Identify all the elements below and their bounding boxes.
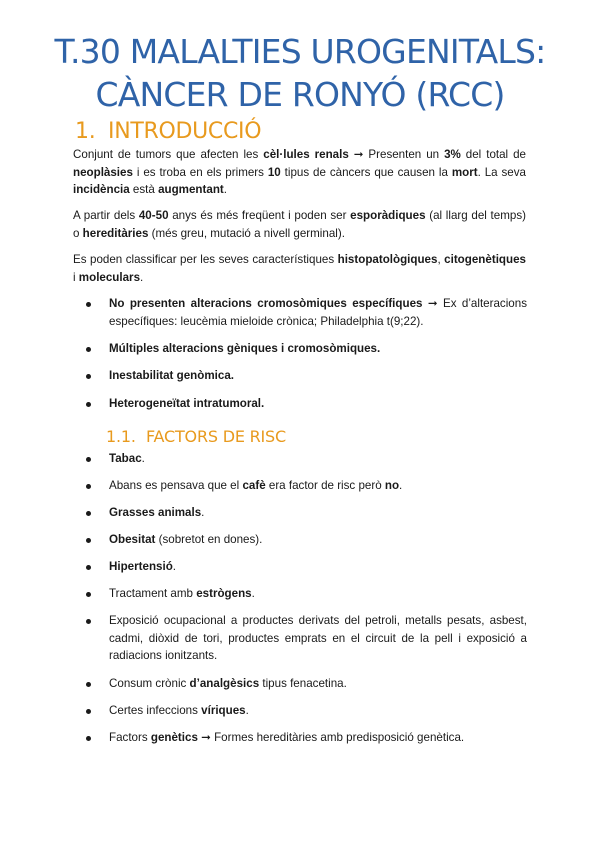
text: del total de [460,148,526,161]
text: (més greu, mutació a nivell germinal). [148,226,345,240]
bullet-dot [86,484,91,489]
bold-text: víriques [201,704,246,717]
text: ➞ Ex d’alteracions específiques: leucèmia mieloide crònica; Philadelphia t(9;22). [109,297,527,328]
title-line-2: CÀNCER DE RONYÓ (RCC) [95,75,505,114]
bullet-dot [86,457,91,462]
bold-text: neoplàsies [73,165,133,179]
bullet-dot [86,511,91,516]
bold-text: 3% [444,148,461,161]
bullet-dot [86,709,91,714]
text: Tractament amb [109,587,197,600]
text: Abans es pensava que el [109,479,243,492]
bold-text: hereditàries [82,226,149,240]
list-item [86,477,527,495]
bold-text: No presenten alteracions cromosòmiques específiques [109,297,423,310]
text: , [437,253,445,266]
list-item [86,675,527,693]
list-item [86,558,527,576]
bold-text: estrògens [196,587,252,600]
text: tipus de càncers que causen la [280,165,452,179]
text: i es troba en els primers [132,165,268,179]
text: . [223,183,227,196]
text: . [140,270,144,284]
bold-text: no [384,479,400,492]
text: (sobretot en dones). [155,533,263,546]
list-item [86,531,527,549]
text: està [129,183,159,196]
bullet-dot [86,538,91,543]
bold-text: cafè [242,479,266,492]
bold-text: moleculars [78,270,141,284]
text: Conjunt de tumors que afecten les [73,148,264,161]
bullet-dot [86,592,91,597]
list-item [86,395,527,413]
text: . [201,506,205,519]
subsection-number: 1.1. [106,427,136,446]
bold-text: histopatològiques [337,253,438,266]
text: tipus fenacetina. [259,677,347,690]
text: Certes infeccions [109,704,202,717]
bullet-dot [86,565,91,570]
text: Exposició ocupacional a productes derivats del petroli, metalls pesats, asbest, cadmi, diòxid de tori, productes emprats en el circuit de la pell i exposició a radiacions ionitzants. [109,614,527,662]
subsection-heading-factors-de-risc [106,426,286,448]
text: ➞ Formes hereditàries amb predisposició genètica. [197,731,465,744]
list-item [86,450,527,468]
bold-text: genètics [150,731,198,744]
text: . [251,587,255,600]
bullet-dot [86,736,91,741]
paragraph-age [73,207,526,242]
bold-text: esporàdiques [350,209,426,222]
bold-text: mort [451,165,478,179]
section-number: 1. [75,119,96,144]
section-title: INTRODUCCIÓ [108,119,262,144]
bold-text: 10 [267,165,281,179]
title-line-1: T.30 MALALTIES UROGENITALS: [54,32,546,71]
list-item [86,504,527,522]
text: i [73,270,79,284]
list-item [86,729,527,747]
list-item [86,702,527,720]
bold-text: Grasses animals [109,506,202,519]
list-item [86,367,527,385]
text: . [141,452,145,465]
text: . [172,560,177,573]
text: ➞ Presenten un [348,148,445,161]
list-item [86,340,527,358]
page-title [0,30,600,116]
bullet-dot [86,347,91,352]
text: . [245,704,249,717]
bullet-dot [86,302,91,307]
bold-text: Heterogeneïtat intratumoral. [109,397,265,410]
bold-text: citogenètiques [444,253,526,266]
text: . La seva [477,165,526,179]
text: era factor de risc però [265,479,385,492]
text: Factors [109,731,151,744]
text: Consum crònic [109,677,190,690]
bold-text: Obesitat [109,533,156,546]
section-heading-introduccio [75,118,261,146]
bold-text: augmentant [158,183,224,196]
text: (al llarg del temps) o [73,209,526,240]
text: Es poden classificar per les seves característiques [73,253,338,266]
bold-text: cèl·lules renals [263,148,349,161]
bold-text: 40-50 [138,209,169,222]
bold-text: incidència [73,183,130,196]
bold-text: Hipertensió [109,560,173,573]
bullet-dot [86,619,91,624]
bullet-dot [86,374,91,379]
bold-text: Tabac [109,452,142,465]
bullet-dot [86,682,91,687]
list-item [86,585,527,603]
paragraph-classification [73,251,526,286]
bold-text: Inestabilitat genòmica. [109,369,234,382]
text: anys és més freqüent i poden ser [168,209,351,222]
list-item [86,295,527,330]
list-item [86,612,527,665]
bold-text: d’analgèsics [189,677,260,690]
text: A partir dels [73,209,139,222]
subsection-title: FACTORS DE RISC [146,427,286,446]
bullet-dot [86,402,91,407]
bold-text: Múltiples alteracions gèniques i cromosòmiques. [109,342,381,355]
paragraph-definition [73,146,526,199]
text: . [399,479,403,492]
